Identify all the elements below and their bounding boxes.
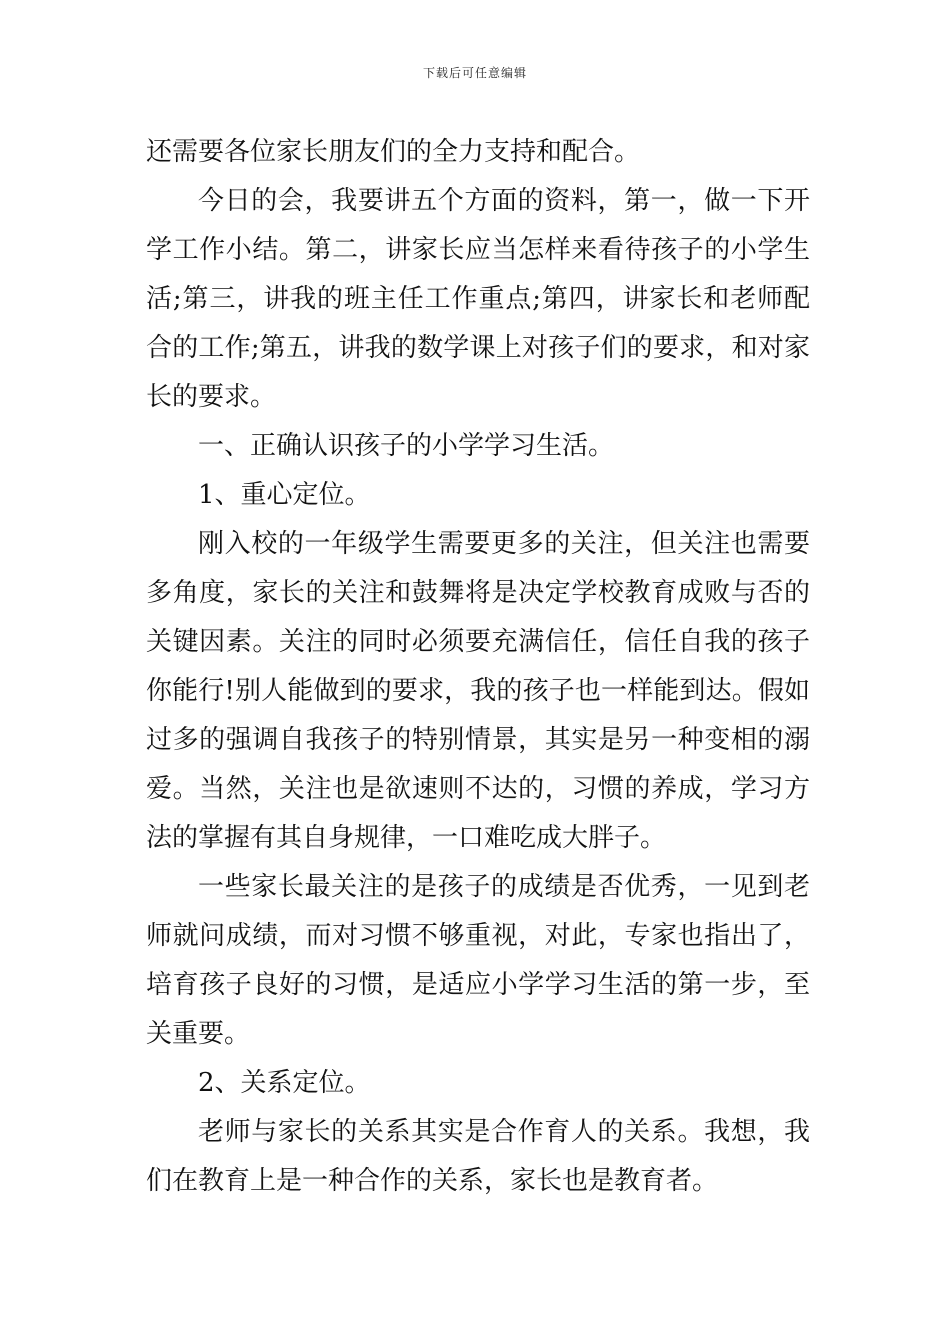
- paragraph-habits: 一些家长最关注的是孩子的成绩是否优秀，一见到老师就问成绩，而对习惯不够重视，对此，专家也指出了，培育孩子良好的习惯，是适应小学学习生活的第一步，至关重要。: [146, 872, 810, 1049]
- paragraph-relationship: 老师与家长的关系其实是合作育人的关系。我想，我们在教育上是一种合作的关系，家长也是教育者。: [146, 1117, 810, 1196]
- subheading-2: 2、关系定位。: [198, 1068, 371, 1098]
- paragraph-attention: 刚入校的一年级学生需要更多的关注，但关注也需要多角度，家长的关注和鼓舞将是决定学校教育成败与否的关键因素。关注的同时必须要充满信任，信任自我的孩子你能行!别人能做到的要求，我的孩子也一样能到达。假如过多的强调自我孩子的特别情景，其实是另一种变相的溺爱。当然，关注也是欲速则不达的，习惯的养成，学习方法的掌握有其自身规律，一口难吃成大胖子。: [146, 529, 810, 853]
- subheading-1: 1、重心定位。: [198, 480, 371, 510]
- paragraph-continuation: 还需要各位家长朋友们的全力支持和配合。: [146, 137, 641, 167]
- section-heading-1: 一、正确认识孩子的小学学习生活。: [198, 431, 615, 461]
- paragraph-meeting-outline: 今日的会，我要讲五个方面的资料，第一，做一下开学工作小结。第二，讲家长应当怎样来看待孩子的小学生活;第三，讲我的班主任工作重点;第四，讲家长和老师配合的工作;第五，讲我的数学课上对孩子们的要求，和对家长的要求。: [146, 186, 810, 412]
- document-body: [146, 128, 810, 1206]
- page-header-note: 下载后可任意编辑: [422, 66, 527, 80]
